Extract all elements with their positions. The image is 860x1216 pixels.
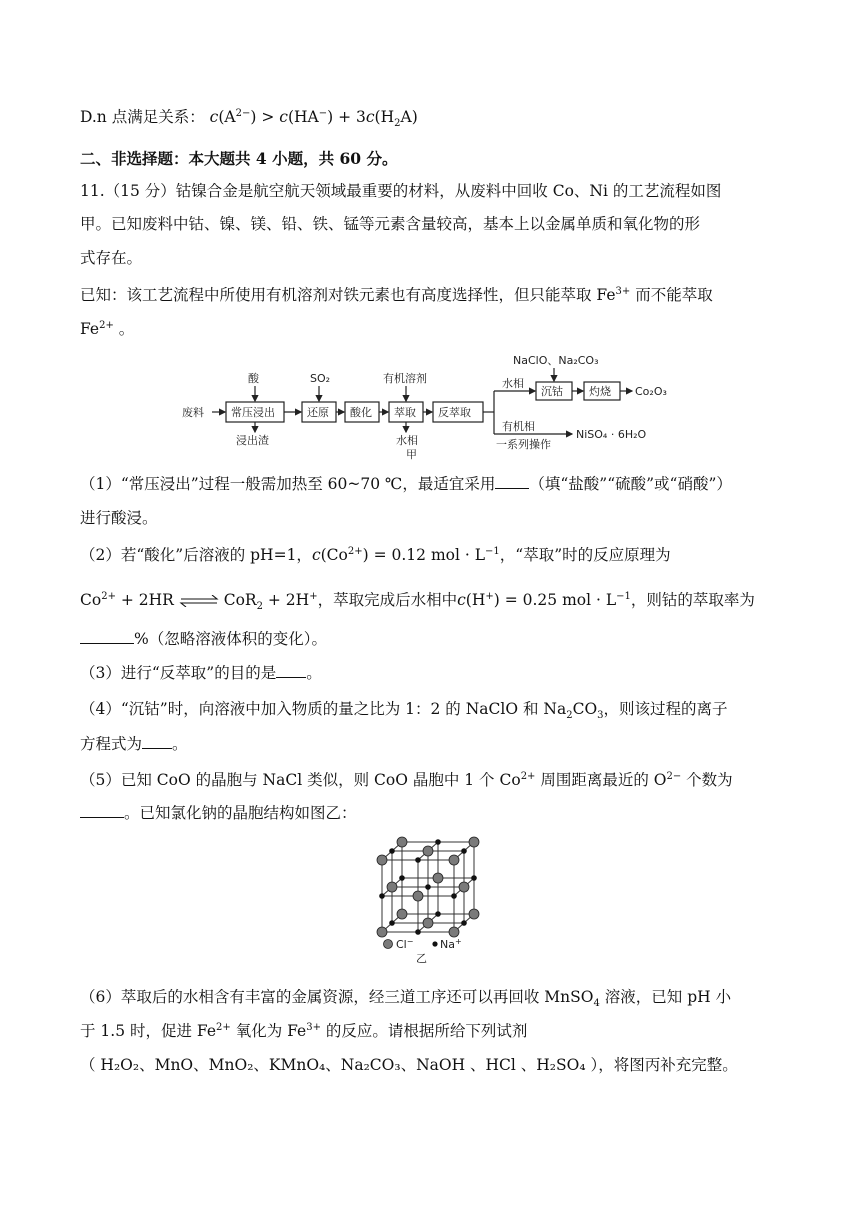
reactant: + 2HR (115, 591, 179, 609)
label-precip: 沉钴 (541, 385, 563, 398)
part1-text: （1）“常压浸出”过程一般需加热至 60~70 ℃，最适宜采用 (80, 475, 496, 493)
unit-exponent: −1 (616, 590, 631, 602)
q11-part4 (80, 698, 728, 720)
known-text: 已知：该工艺流程中所使用有机溶剂对铁元素也有高度选择性，但只能萃取 Fe (80, 286, 616, 304)
legend-cl-label: Cl− (396, 937, 414, 951)
paren: ) (250, 108, 257, 126)
ion-h: (H (465, 591, 486, 609)
known-text: 而不能萃取 (630, 286, 713, 304)
conc-symbol: c (457, 591, 466, 609)
part6-text: 的反应。请根据所给下列试剂 (320, 1022, 528, 1040)
ion-charge: 2+ (216, 1021, 231, 1033)
label-so2: SO₂ (310, 372, 331, 385)
ion-charge: 2− (235, 107, 251, 119)
punctuation: 。 (306, 664, 322, 682)
punctuation: 。 (113, 320, 135, 338)
equilibrium-arrow-icon (179, 595, 219, 607)
part6-text: 于 1.5 时，促进 Fe (80, 1022, 217, 1040)
q11-part3 (80, 662, 322, 684)
conc-symbol: c (311, 546, 321, 564)
ion-charge: 2+ (99, 319, 114, 331)
part2-text: ，“萃取”时的反应原理为 (499, 546, 671, 564)
subscript: 2 (394, 118, 401, 130)
q11-part5 (80, 769, 733, 791)
ion-charge: + (309, 590, 318, 602)
caption-jia: 甲 (406, 448, 417, 461)
option-d-label: D.n 点满足关系： (80, 108, 205, 126)
legend-cl-marker (384, 940, 393, 949)
ion-co: (Co (320, 546, 348, 564)
q11-known (80, 284, 713, 306)
part5-text: 。已知氯化钠的晶胞结构如图乙： (124, 804, 357, 822)
q11-part6-reagents: （ H₂O₂、MnO、MnO₂、KMnO₄、Na₂CO₃、NaOH 、HCl 、H₂SO₄ ），将图丙补充完整。 (80, 1056, 738, 1074)
q11-part1-cont: 进行酸浸。 (80, 509, 158, 527)
label-residue: 浸出渣 (236, 434, 269, 447)
ion-ha: (HA (287, 108, 319, 126)
label-product1: Co₂O₃ (635, 385, 667, 398)
crystal-diagram (372, 836, 490, 964)
q11-part6-cont (80, 1020, 527, 1042)
punctuation: 。 (172, 735, 188, 753)
ion-co: Co (80, 591, 102, 609)
q11-part4-cont (80, 733, 188, 755)
label-aqueous2: 水相 (502, 377, 524, 390)
label-calcine: 灼烧 (589, 385, 611, 398)
legend-na-marker (432, 941, 437, 946)
part6-text: （6）萃取后的水相含有丰富的金属资源，经三道工序还可以再回收 MnSO (80, 988, 594, 1006)
label-acidify: 酸化 (350, 406, 372, 419)
ion-charge: + (485, 590, 494, 602)
legend-na-label: Na+ (440, 937, 462, 951)
subscript: 4 (593, 998, 600, 1010)
unit-exponent: −1 (485, 545, 500, 557)
q11-intro-line2: 甲。已知废料中钴、镍、镁、铅、铁、锰等元素含量较高，基本上以金属单质和氧化物的形 (80, 215, 701, 233)
operator: + 3 (333, 108, 366, 126)
part6-text: 氧化为 Fe (230, 1022, 307, 1040)
molecule-h2a: (H (374, 108, 395, 126)
part4-text: 方程式为 (80, 735, 143, 753)
q11-intro-line3: 式存在。 (80, 249, 143, 267)
part2-text: ，萃取完成后水相中 (317, 591, 458, 609)
conc-symbol: c (209, 108, 219, 126)
answer-blank-2[interactable] (80, 629, 134, 644)
part3-text: （3）进行“反萃取”的目的是 (80, 664, 277, 682)
label-extract: 萃取 (394, 406, 416, 419)
label-solvent: 有机溶剂 (383, 372, 427, 385)
label-back-extract: 反萃取 (438, 406, 471, 419)
q11-part6 (80, 986, 731, 1008)
q11-intro-line1: 11.（15 分）钴镍合金是航空航天领域最重要的材料，从废料中回收 Co、Ni 的工艺流程如图 (80, 182, 722, 200)
subscript: 2 (256, 601, 263, 613)
part6-text: 溶液，已知 pH 小 (599, 988, 732, 1006)
ion-charge: − (318, 107, 328, 119)
ion-charge: 2+ (520, 770, 536, 782)
conc-value: ) = 0.25 mol · L (493, 591, 617, 609)
q11-part1 (80, 473, 732, 495)
conc-value: ) = 0.12 mol · L (362, 546, 486, 564)
product: CoR (218, 591, 257, 609)
formula-part: CO (572, 700, 598, 718)
product: + 2H (262, 591, 310, 609)
part5-text: 周围距离最近的 O (535, 771, 667, 789)
ion-charge: 2+ (101, 590, 116, 602)
label-feed: 废料 (182, 406, 204, 419)
q11-part2-eq (80, 589, 755, 611)
part2-text: （2）若“酸化”后溶液的 pH=1， (80, 546, 312, 564)
label-leach: 常压浸出 (231, 406, 275, 419)
label-product2: NiSO₄ · 6H₂O (576, 428, 647, 441)
paren: A) (400, 108, 418, 126)
option-d (80, 106, 418, 128)
ion-fe: Fe (80, 320, 100, 338)
part2-text: %（忽略溶液体积的变化）。 (134, 630, 327, 648)
answer-blank-3[interactable] (276, 663, 306, 678)
part5-text: （5）已知 CoO 的晶胞与 NaCl 类似，则 CoO 晶胞中 1 个 Co (80, 771, 521, 789)
part4-text: （4）“沉钴”时，向溶液中加入物质的量之比为 1：2 的 NaClO 和 Na (80, 700, 567, 718)
flow-diagram (180, 352, 700, 464)
label-reagents: NaClO、Na₂CO₃ (513, 354, 599, 367)
paren: ) (327, 108, 334, 126)
conc-symbol: c (365, 108, 375, 126)
ion-charge: 3+ (615, 285, 631, 297)
label-ops: 一系列操作 (496, 438, 551, 451)
part1-text: （填“盐酸”“硫酸”或“硝酸”） (529, 475, 732, 493)
part5-text: 个数为 (681, 771, 733, 789)
q11-part2 (80, 544, 671, 566)
operator: > (256, 108, 280, 126)
answer-blank-1[interactable] (495, 474, 529, 489)
section-heading: 二、非选择题：本大题共 4 小题，共 60 分。 (80, 149, 398, 168)
part2-text: ，则钴的萃取率为 (630, 591, 755, 609)
ion-a: (A (218, 108, 236, 126)
q11-part2-cont (80, 628, 327, 650)
subscript: 3 (597, 710, 604, 722)
answer-blank-5[interactable] (80, 803, 124, 818)
ion-charge: 2− (666, 770, 682, 782)
part4-text: ，则该过程的离子 (603, 700, 728, 718)
label-organic: 有机相 (502, 420, 535, 433)
caption-yi: 乙 (416, 952, 427, 964)
q11-known-cont (80, 318, 134, 340)
ion-charge: 2+ (347, 545, 363, 557)
conc-symbol: c (279, 108, 288, 126)
label-reduce: 还原 (307, 406, 329, 419)
q11-part5-cont (80, 802, 357, 824)
label-aqueous: 水相 (396, 434, 418, 447)
subscript: 2 (566, 710, 573, 722)
answer-blank-4[interactable] (142, 734, 172, 749)
ion-charge: 3+ (306, 1021, 321, 1033)
label-acid: 酸 (248, 372, 259, 385)
